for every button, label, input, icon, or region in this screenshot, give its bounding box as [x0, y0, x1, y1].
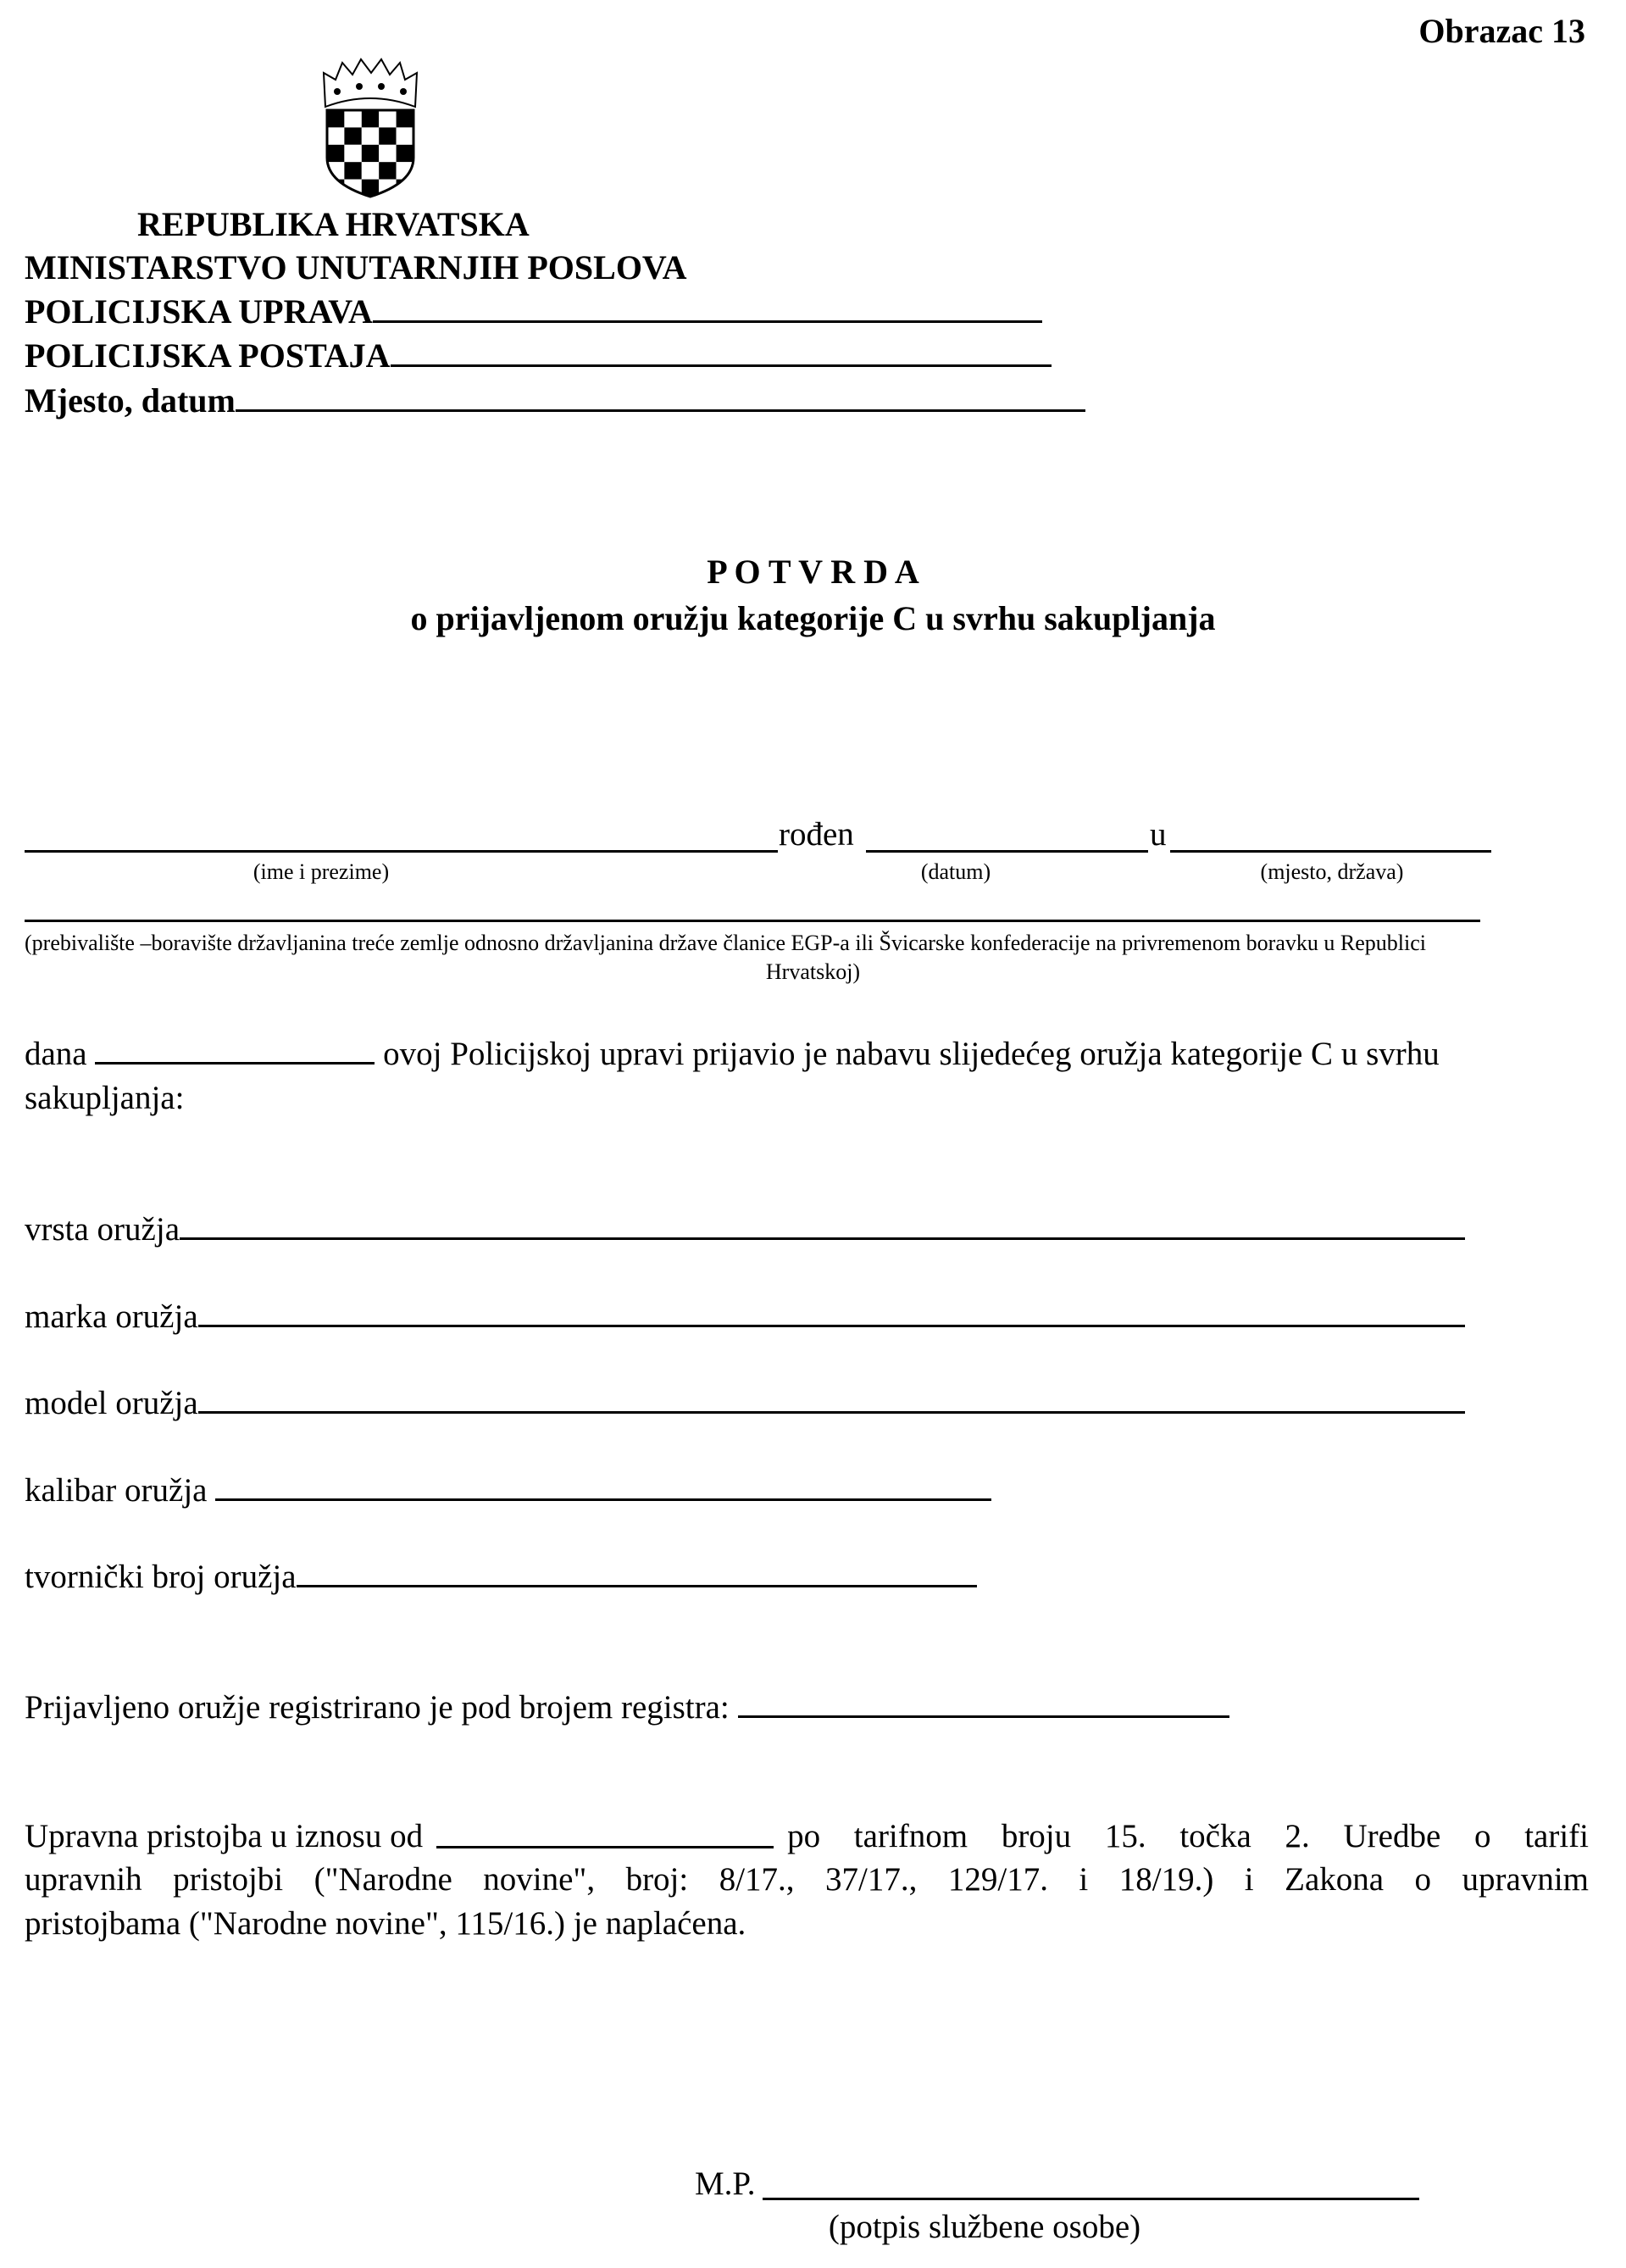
shield-square — [397, 127, 413, 144]
document-title: P O T V R D A — [707, 553, 919, 591]
shield-square — [327, 145, 344, 162]
registry-row — [25, 1685, 1229, 1729]
shield-square — [379, 162, 396, 179]
shield-square — [344, 110, 361, 127]
weapon-caliber-row — [25, 1468, 991, 1512]
date-prefix: dana — [25, 1036, 87, 1072]
coat-of-arms-icon — [319, 56, 422, 198]
weapon-brand-row — [25, 1294, 1465, 1338]
shield-square — [379, 145, 396, 162]
weapon-model-row — [25, 1381, 1465, 1425]
signature-hint: (potpis službene osobe) — [828, 2209, 1141, 2245]
shield-square — [344, 127, 361, 144]
place-date-field[interactable] — [236, 379, 1085, 412]
stamp-label: M.P. — [695, 2165, 756, 2202]
shield-square — [344, 145, 361, 162]
registry-number-field[interactable] — [738, 1685, 1229, 1718]
weapon-type-label: vrsta oružja — [25, 1211, 180, 1248]
statement-cont: sakupljanja: — [25, 1080, 185, 1116]
statement-text: ovoj Policijskoj upravi prijavio je nabavu slijedećeg oružja kategorije C u svrhu — [383, 1036, 1440, 1072]
police-station-label — [25, 334, 1052, 377]
weapon-brand-label: marka oružja — [25, 1298, 198, 1335]
fee-text-2: po tarifnom broju 15. točka 2. Uredbe o tarifi — [787, 1818, 1589, 1854]
weapon-type-field[interactable] — [180, 1207, 1465, 1240]
weapon-brand-field[interactable] — [198, 1294, 1465, 1327]
shield-square — [397, 110, 413, 127]
birth-place-field[interactable] — [1170, 850, 1491, 853]
fee-line-2: upravnih pristojbi ("Narodne novine", broj: 8/17., 37/17., 129/17. i 18/19.) i Zakona o upravnim — [25, 1861, 1589, 1898]
signature-field[interactable] — [763, 2198, 1419, 2200]
police-admin-text: POLICIJSKA UPRAVA — [25, 292, 373, 331]
police-station-text: POLICIJSKA POSTAJA — [25, 336, 391, 375]
shield-square — [397, 145, 413, 162]
ministry-heading: MINISTARSTVO UNUTARNJIH POSLOVA — [25, 248, 687, 286]
statement-line — [25, 1031, 1440, 1076]
place-hint: (mjesto, država) — [1260, 859, 1404, 884]
shield-square — [379, 197, 396, 198]
registry-label: Prijavljeno oružje registrirano je pod brojem registra: — [25, 1689, 730, 1726]
weapon-model-field[interactable] — [198, 1381, 1465, 1414]
place-date-text: Mjesto, datum — [25, 381, 236, 420]
weapon-serial-label: tvornički broj oružja — [25, 1559, 297, 1595]
form-number: Obrazac 13 — [1418, 12, 1585, 50]
name-field[interactable] — [25, 850, 778, 853]
weapon-model-label: model oružja — [25, 1385, 198, 1421]
shield-square — [327, 110, 344, 127]
report-date-field[interactable] — [95, 1031, 375, 1065]
police-station-field[interactable] — [391, 334, 1052, 367]
shield-square — [362, 162, 379, 179]
date-hint: (datum) — [920, 859, 991, 884]
weapon-serial-row — [25, 1554, 977, 1598]
residence-hint: (prebivalište –boravište državljanina treće zemlje odnosno državljanina države članice EGP-a ili Švicarske konfederacije na privremenom boravku u Republici — [25, 931, 1426, 955]
in-label: u — [1150, 816, 1167, 853]
born-label: rođen — [779, 816, 854, 853]
shield-square — [379, 110, 396, 127]
police-admin-field[interactable] — [373, 290, 1042, 323]
fee-line-1 — [25, 1815, 1589, 1858]
residence-field[interactable] — [25, 920, 1480, 922]
place-date-label — [25, 379, 1085, 422]
police-admin-label — [25, 290, 1042, 333]
weapon-type-row — [25, 1207, 1465, 1251]
shield-square — [344, 162, 361, 179]
weapon-caliber-field[interactable] — [215, 1468, 991, 1501]
residence-hint-cont: Hrvatskoj) — [765, 959, 861, 984]
birth-date-field[interactable] — [866, 850, 1148, 853]
shield-square — [327, 127, 344, 144]
fee-amount-field[interactable] — [436, 1815, 774, 1848]
shield-square — [362, 145, 379, 162]
shield-square — [327, 197, 344, 198]
shield-square — [379, 127, 396, 144]
country-heading: REPUBLIKA HRVATSKA — [137, 205, 530, 243]
shield-square — [362, 127, 379, 144]
shield-square — [397, 197, 413, 198]
fee-text-1: Upravna pristojba u iznosu od — [25, 1818, 424, 1854]
document-subtitle: o prijavljenom oružju kategorije C u svrhu sakupljanja — [410, 599, 1216, 637]
name-hint: (ime i prezime) — [253, 859, 390, 884]
weapon-caliber-label: kalibar oružja — [25, 1472, 208, 1509]
shield-square — [344, 197, 361, 198]
weapon-serial-field[interactable] — [297, 1554, 977, 1587]
fee-line-3: pristojbama ("Narodne novine", 115/16.) je naplaćena. — [25, 1905, 746, 1942]
shield-square — [362, 110, 379, 127]
